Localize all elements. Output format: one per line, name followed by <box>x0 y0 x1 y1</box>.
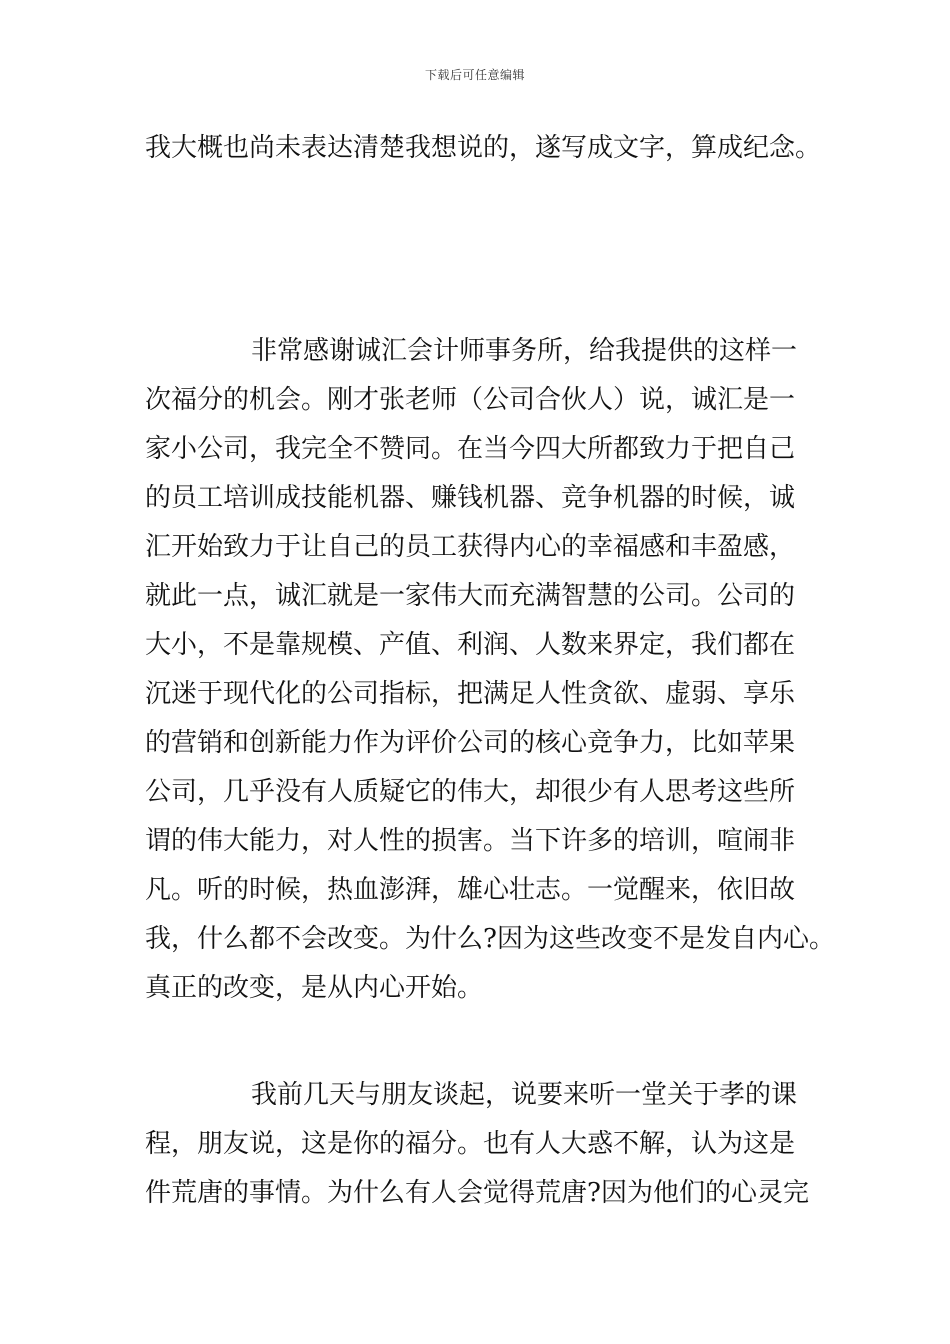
text-line: 谓的伟大能力，对人性的损害。当下许多的培训，喧闹非 <box>145 826 796 856</box>
page-header: 下载后可任意编辑 <box>424 68 525 82</box>
intro-line: 我大概也尚未表达清楚我想说的，遂写成文字，算成纪念。 <box>145 133 822 163</box>
text-line: 沉迷于现代化的公司指标，把满足人性贪欲、虚弱、享乐 <box>145 679 796 709</box>
text-line: 我，什么都不会改变。为什么?因为这些改变不是发自内心。 <box>145 924 835 954</box>
text-line: 我前几天与朋友谈起，说要来听一堂关于孝的课 <box>251 1080 798 1110</box>
text-line: 程，朋友说，这是你的福分。也有人大惑不解，认为这是 <box>145 1129 796 1159</box>
text-line: 凡。听的时候，热血澎湃，雄心壮志。一觉醒来，依旧故 <box>145 875 796 905</box>
text-line: 非常感谢诚汇会计师事务所，给我提供的这样一 <box>251 336 798 366</box>
text-line: 大小，不是靠规模、产值、利润、人数来界定，我们都在 <box>145 630 796 660</box>
text-line: 家小公司，我完全不赞同。在当今四大所都致力于把自己 <box>145 434 796 464</box>
text-line: 汇开始致力于让自己的员工获得内心的幸福感和丰盈感， <box>145 532 796 562</box>
text-line: 件荒唐的事情。为什么有人会觉得荒唐?因为他们的心灵完 <box>145 1178 809 1208</box>
text-line: 的营销和创新能力作为评价公司的核心竞争力，比如苹果 <box>145 728 796 758</box>
text-line: 就此一点，诚汇就是一家伟大而充满智慧的公司。公司的 <box>145 581 796 611</box>
text-line: 的员工培训成技能机器、赚钱机器、竞争机器的时候，诚 <box>145 483 796 513</box>
text-line: 次福分的机会。刚才张老师（公司合伙人）说，诚汇是一 <box>145 385 796 415</box>
text-line: 真正的改变，是从内心开始。 <box>145 973 484 1003</box>
text-line: 公司，几乎没有人质疑它的伟大，却很少有人思考这些所 <box>145 777 796 807</box>
